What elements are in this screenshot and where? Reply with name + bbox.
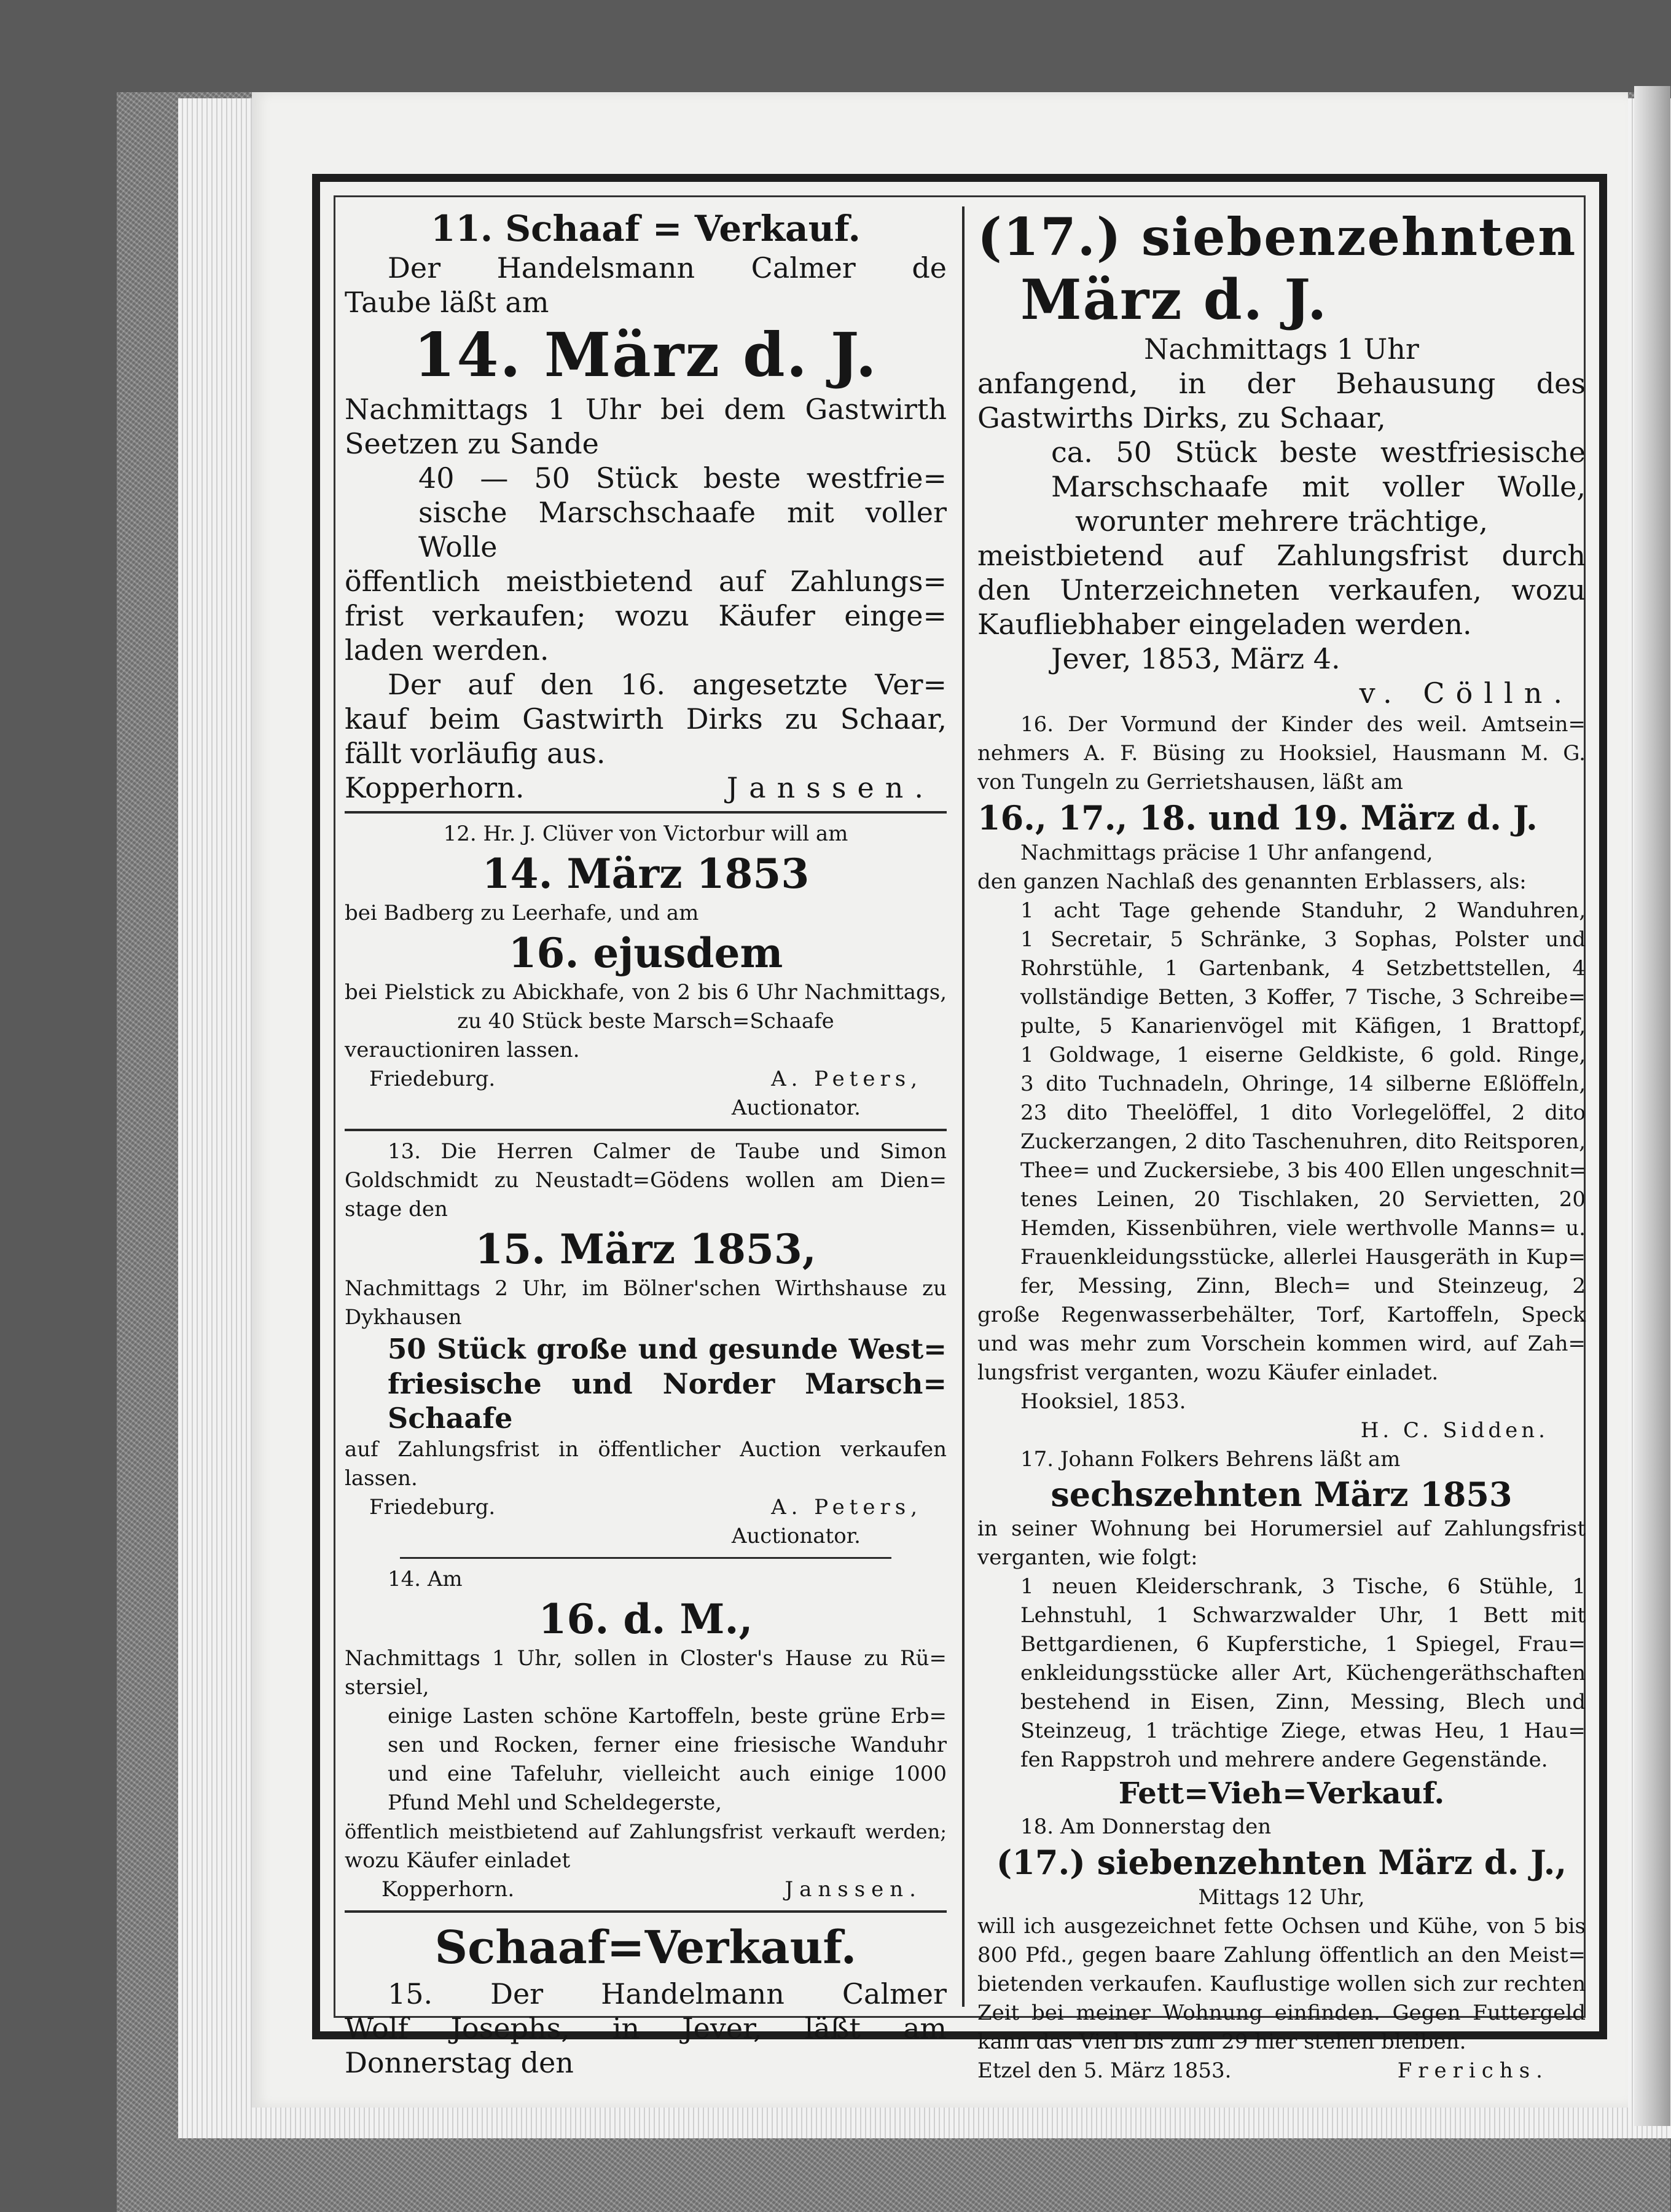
right-column xyxy=(977,206,1587,2083)
text-line: bestehend in Eisen, Zinn, Messing, Blech und xyxy=(1020,1690,1586,1714)
text-line: 17. Johann Folkers Behrens läßt am xyxy=(1020,1447,1401,1472)
divider xyxy=(345,811,947,814)
sale-date: (17.) siebenzehnten März d. J., xyxy=(996,1843,1567,1882)
text-line: 12. Hr. J. Clüver von Victorbur will am xyxy=(443,822,848,846)
text-line: Lehnstuhl, 1 Schwarzwalder Uhr, 1 Bett mit xyxy=(1020,1603,1586,1628)
text-line: lassen. xyxy=(345,1466,418,1491)
sale-date: 16., 17., 18. und 19. März d. J. xyxy=(977,798,1538,837)
text-line: enkleidungsstücke aller Art, Küchengeräthschaften xyxy=(1020,1661,1586,1685)
text-line: anfangend, in der Behausung des xyxy=(977,367,1586,400)
text-line: Schaafe xyxy=(388,1402,513,1435)
text-line: will ich ausgezeichnet fette Ochsen und Kühe, von 5 bis xyxy=(977,1914,1586,1939)
text-line: Nachmittags 1 Uhr, sollen in Closter's Hause zu Rü= xyxy=(345,1646,947,1671)
sale-date: 16. ejusdem xyxy=(508,929,783,977)
text-line: öffentlich meistbietend auf Zahlungs= xyxy=(345,565,947,598)
text-line: Goldschmidt zu Neustadt=Gödens wollen am Dien= xyxy=(345,1168,947,1193)
text-line: Nachmittags 2 Uhr, im Bölner'schen Wirthshause zu xyxy=(345,1276,947,1301)
text-line: Mittags 12 Uhr, xyxy=(1198,1885,1365,1910)
sale-date: (17.) siebenzehnten xyxy=(977,206,1577,267)
text-line: Marschschaafe mit voller Wolle, xyxy=(1051,470,1586,503)
sale-date: sechszehnten März 1853 xyxy=(1051,1475,1513,1514)
text-line: 40 — 50 Stück beste westfrie= xyxy=(418,461,947,495)
text-line: öffentlich meistbietend auf Zahlungsfrist verkauft werden; xyxy=(345,1820,947,1843)
advert-title: Schaaf=Verkauf. xyxy=(434,1921,857,1974)
advert-15-continued xyxy=(977,206,1586,710)
text-line: bei Badberg zu Leerhafe, und am xyxy=(345,901,699,925)
text-line: große Regenwasserbehälter, Torf, Kartoffeln, Speck xyxy=(977,1303,1586,1327)
signature-row xyxy=(977,2057,1586,2085)
place: Etzel den 5. März 1853. xyxy=(977,2058,1232,2083)
text-line: friesische und Norder Marsch= xyxy=(388,1367,947,1400)
advert-12 xyxy=(345,820,947,1123)
advert-15 xyxy=(345,1919,947,2080)
advert-13 xyxy=(345,1137,947,1551)
text-line: 23 dito Theelöffel, 1 dito Vorlegelöffel, 2 dito xyxy=(1020,1100,1586,1125)
divider xyxy=(345,1129,947,1131)
text-line: 1 neuen Kleiderschrank, 3 Tische, 6 Stühle, 1 xyxy=(1020,1574,1586,1599)
text-line: frist verkaufen; wozu Käufer einge= xyxy=(345,599,947,632)
text-line: von Tungeln zu Gerrietshausen, läßt am xyxy=(977,770,1403,794)
place: Hooksiel, 1853. xyxy=(1020,1389,1186,1414)
divider xyxy=(345,1910,947,1913)
text-line: fer, Messing, Zinn, Blech= und Steinzeug, 2 xyxy=(1020,1274,1586,1298)
place: Friedeburg. xyxy=(369,1067,496,1091)
text-line: verauctioniren lassen. xyxy=(345,1038,580,1062)
text-line: meistbietend auf Zahlungsfrist durch xyxy=(977,539,1586,572)
text-line: Thee= und Zuckersiebe, 3 bis 400 Ellen ungeschnit= xyxy=(1020,1158,1587,1183)
text-line: stage den xyxy=(345,1197,448,1222)
text-line: den ganzen Nachlaß des genannten Erblassers, als: xyxy=(977,869,1527,894)
text-line: Donnerstag den xyxy=(345,2046,574,2079)
advert-14 xyxy=(345,1565,947,1904)
text-line: Gastwirths Dirks, zu Schaar, xyxy=(977,401,1386,434)
text-line: tenes Leinen, 20 Tischlaken, 20 Servietten, 20 xyxy=(1020,1187,1586,1212)
text-line: Wolle xyxy=(418,530,498,563)
advert-16 xyxy=(977,710,1586,1445)
text-line: 15. Der Handelmann Calmer xyxy=(388,1977,947,2010)
text-line: bei Pielstick zu Abickhafe, von 2 bis 6 Uhr Nachmittags, xyxy=(345,980,947,1005)
text-line: 13. Die Herren Calmer de Taube und Simon xyxy=(388,1139,947,1164)
signature: v. Cölln. xyxy=(1359,677,1573,710)
text-line: 3 dito Tuchnadeln, Ohringe, 14 silberne Eßlöffeln, xyxy=(1020,1072,1586,1096)
text-line: laden werden. xyxy=(345,633,549,667)
text-line: 800 Pfd., gegen baare Zahlung öffentlich an den Meist= xyxy=(977,1943,1586,1967)
text-line: Zuckerzangen, 2 dito Taschenuhren, dito Reitsporen, xyxy=(1020,1129,1586,1154)
text-line: ca. 50 Stück beste westfriesische xyxy=(1051,436,1586,469)
text-line: kauf beim Gastwirth Dirks zu Schaar, xyxy=(345,702,947,735)
text-line: sische Marschschaafe mit voller xyxy=(418,496,947,529)
text-line: nehmers A. F. Büsing zu Hooksiel, Hausmann M. G. xyxy=(977,741,1586,766)
text-line: Nachmittags 1 Uhr xyxy=(1144,332,1419,366)
place: Kopperhorn. xyxy=(382,1877,515,1902)
text-line: pulte, 5 Kanarienvögel mit Käfigen, 1 Brattopf, xyxy=(1020,1014,1586,1038)
text-line: Der Handelsmann Calmer de xyxy=(388,251,947,284)
text-line: vollständige Betten, 3 Koffer, 7 Tische, 3 Schreibe= xyxy=(1020,985,1586,1010)
signature-role: Auctionator. xyxy=(731,1096,861,1120)
signature: Janssen. xyxy=(785,1877,922,1902)
text-line: 14. Am xyxy=(388,1567,463,1591)
text-line: in seiner Wohnung bei Horumersiel auf Zahlungsfrist xyxy=(977,1516,1586,1541)
signature: A. Peters, xyxy=(771,1495,922,1520)
text-line: und was mehr zum Vorschein kommen wird, auf Zah= xyxy=(977,1332,1586,1356)
text-line: Nachmittags 1 Uhr bei dem Gastwirth xyxy=(345,393,947,426)
text-line: 18. Am Donnerstag den xyxy=(1020,1814,1272,1839)
text-line: Taube läßt am xyxy=(345,286,549,319)
place: Jever, 1853, März 4. xyxy=(1051,642,1340,675)
sale-date: 16. d. M., xyxy=(538,1595,753,1643)
text-line: Hemden, Kissenbühren, viele werthvolle Manns= u. xyxy=(1020,1216,1586,1241)
text-line: Zeit bei meiner Wohnung einfinden. Gegen Futtergeld xyxy=(977,2001,1586,2025)
text-line: stersiel, xyxy=(345,1675,429,1700)
advert-title: Fett=Vieh=Verkauf. xyxy=(1118,1776,1445,1811)
text-line: den Unterzeichneten verkaufen, wozu xyxy=(977,573,1586,606)
text-line: kann das Vieh bis zum 29 hier stehen bleiben. xyxy=(977,2030,1466,2054)
advert-title: 11. Schaaf = Verkauf. xyxy=(431,208,861,249)
text-line: Seetzen zu Sande xyxy=(345,427,599,460)
text-line: fen Rappstroh und mehrere andere Gegenstände. xyxy=(1020,1747,1548,1772)
text-line: zu 40 Stück beste Marsch=Schaafe xyxy=(457,1009,834,1033)
place: Kopperhorn. xyxy=(345,771,525,804)
text-line: Rohrstühle, 1 Gartenbank, 4 Setzbettstellen, 4 xyxy=(1020,956,1586,981)
text-line: 50 Stück große und gesunde West= xyxy=(388,1333,947,1365)
divider xyxy=(400,1557,891,1559)
sale-date: 14. März d. J. xyxy=(413,320,878,391)
text-line: Bettgardienen, 6 Kupferstiche, 1 Spiegel, Frau= xyxy=(1020,1632,1586,1657)
signature-row xyxy=(345,1493,947,1522)
place: Friedeburg. xyxy=(369,1495,496,1520)
advert-18 xyxy=(977,1775,1586,2085)
text-line: Dykhausen xyxy=(345,1305,462,1330)
signature-row xyxy=(345,1875,947,1904)
text-line: Wolf Josephs, in Jever, läßt am xyxy=(345,2012,947,2045)
left-column xyxy=(345,206,947,2079)
signature-role: Auctionator. xyxy=(731,1524,861,1548)
text-line: auf Zahlungsfrist in öffentlicher Auction verkaufen xyxy=(345,1437,947,1462)
text-line: fällt vorläufig aus. xyxy=(345,737,606,770)
sale-date: 14. März 1853 xyxy=(482,850,810,898)
advert-11 xyxy=(345,206,947,805)
text-line: lungsfrist verganten, wozu Käufer einladet. xyxy=(977,1360,1439,1385)
text-line: worunter mehrere trächtige, xyxy=(1075,504,1488,538)
signature: Janssen. xyxy=(726,771,934,804)
signature-row xyxy=(345,771,947,805)
text-line: und eine Tafeluhr, vielleicht auch einige 1000 xyxy=(388,1762,947,1786)
signature: Frerichs. xyxy=(1397,2058,1549,2083)
text-line: 1 Secretair, 5 Schränke, 3 Sophas, Polster und xyxy=(1020,927,1586,952)
text-line: 1 acht Tage gehende Standuhr, 2 Wanduhren, xyxy=(1020,898,1586,923)
signature: A. Peters, xyxy=(771,1067,922,1091)
text-line: Kaufliebhaber eingeladen werden. xyxy=(977,608,1472,641)
signature-row xyxy=(345,1065,947,1094)
text-line: bietenden verkaufen. Kauflustige wollen sich zur rechten xyxy=(977,1972,1586,1996)
text-line: Nachmittags präcise 1 Uhr anfangend, xyxy=(1020,841,1433,865)
advert-17 xyxy=(977,1445,1586,1775)
sale-date: 15. März 1853, xyxy=(475,1225,816,1273)
sale-date: März d. J. xyxy=(1020,267,1328,332)
column-rule xyxy=(962,206,965,2007)
text-line: Pfund Mehl und Scheldegerste, xyxy=(388,1790,722,1815)
text-line: einige Lasten schöne Kartoffeln, beste grüne Erb= xyxy=(388,1704,947,1728)
text-line: sen und Rocken, ferner eine friesische Wanduhr xyxy=(388,1733,947,1757)
text-line: wozu Käufer einladet xyxy=(345,1848,571,1873)
text-line: verganten, wie folgt: xyxy=(977,1545,1198,1570)
text-line: Der auf den 16. angesetzte Ver= xyxy=(388,668,947,701)
book-gutter xyxy=(1634,86,1670,2126)
signature: H. C. Sidden. xyxy=(1360,1418,1549,1443)
page-frame xyxy=(312,174,1607,2083)
text-line: 1 Goldwage, 1 eiserne Geldkiste, 6 gold. Ringe, xyxy=(1020,1043,1586,1067)
text-line: Frauenkleidungsstücke, allerlei Hausgeräth in Kup= xyxy=(1020,1245,1586,1269)
text-line: 16. Der Vormund der Kinder des weil. Amtsein= xyxy=(1020,712,1586,737)
text-line: Steinzeug, 1 trächtige Ziege, etwas Heu, 1 Hau= xyxy=(1020,1719,1586,1743)
